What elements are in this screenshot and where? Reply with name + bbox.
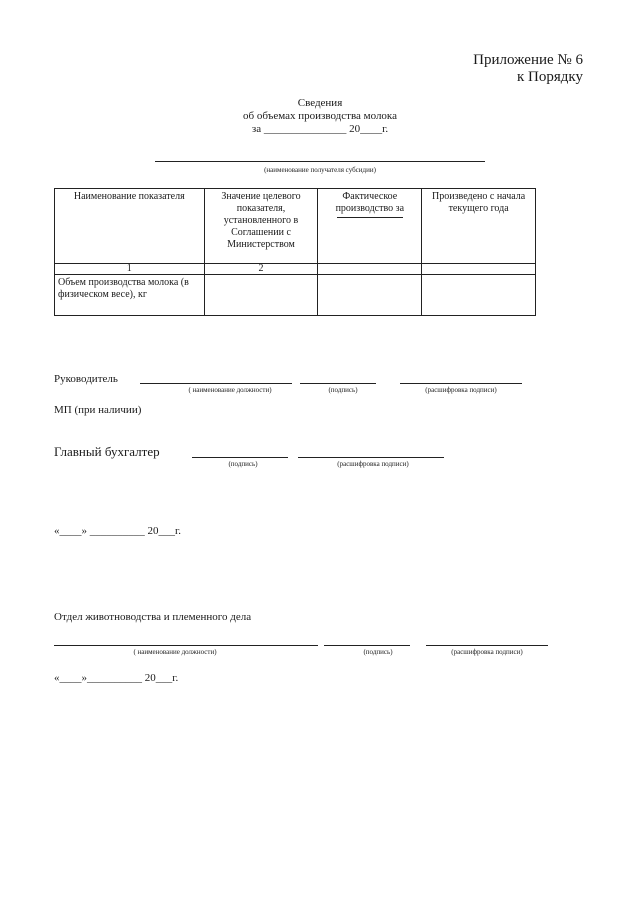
department-position-caption: ( наименование должности) [133, 648, 217, 656]
header-year-to-date: Произведено с начала текущего года [422, 189, 536, 264]
appendix-header [473, 52, 583, 86]
head-position-caption: ( наименование должности) [188, 386, 272, 394]
appendix-line-2: к Порядку [517, 69, 583, 85]
row-year-to-date-cell[interactable] [422, 275, 536, 316]
department-signature-line[interactable] [324, 645, 410, 646]
production-table [54, 188, 536, 316]
header-actual-production [318, 189, 422, 264]
table-row [55, 275, 536, 316]
date-field-1[interactable]: «____» __________ 20___г. [54, 525, 182, 537]
header-actual-production-text: Фактическое производство за [335, 191, 405, 214]
table-header-row [55, 189, 536, 264]
head-signature-caption: (подпись) [328, 386, 358, 394]
document-title [120, 97, 520, 136]
title-line-3: за _______________ 20____г. [251, 123, 389, 135]
appendix-line-1: Приложение № 6 [473, 52, 583, 68]
head-signature-line[interactable] [300, 383, 376, 384]
accountant-decoding-line[interactable] [298, 457, 444, 458]
department-label: Отдел животноводства и племенного дела [54, 611, 252, 623]
accountant-signature-line[interactable] [192, 457, 288, 458]
header-indicator-name: Наименование показателя [55, 189, 205, 264]
header-target-value: Значение целевого показателя, установленного в Соглашении с Министерством [204, 189, 318, 264]
department-decoding-caption: (расшифровка подписи) [451, 648, 523, 656]
row-indicator-name: Объем производства молока (в физическом весе), кг [55, 275, 205, 316]
date-field-2[interactable]: «____»__________ 20___г. [54, 672, 179, 684]
row-target-value-cell[interactable] [204, 275, 318, 316]
row-actual-production-cell[interactable] [318, 275, 422, 316]
recipient-caption: (наименование получателя субсидии) [264, 166, 376, 174]
column-number-4 [422, 264, 536, 275]
column-number-1: 1 [55, 264, 205, 275]
period-blank-line[interactable] [337, 217, 403, 218]
head-label: Руководитель [54, 373, 118, 385]
department-signature-caption: (подпись) [363, 648, 393, 656]
head-position-line[interactable] [140, 383, 292, 384]
stamp-label: МП (при наличии) [54, 404, 142, 416]
accountant-decoding-caption: (расшифровка подписи) [337, 460, 409, 468]
column-number-2: 2 [204, 264, 318, 275]
accountant-label: Главный бухгалтер [54, 444, 160, 459]
department-position-line[interactable] [54, 645, 318, 646]
department-decoding-line[interactable] [426, 645, 548, 646]
head-decoding-caption: (расшифровка подписи) [425, 386, 497, 394]
recipient-line[interactable] [155, 161, 485, 162]
title-line-1: Сведения [297, 97, 343, 109]
accountant-signature-caption: (подпись) [228, 460, 258, 468]
head-decoding-line[interactable] [400, 383, 522, 384]
column-number-3 [318, 264, 422, 275]
title-line-2: об объемах производства молока [242, 110, 397, 122]
table-number-row [55, 264, 536, 275]
